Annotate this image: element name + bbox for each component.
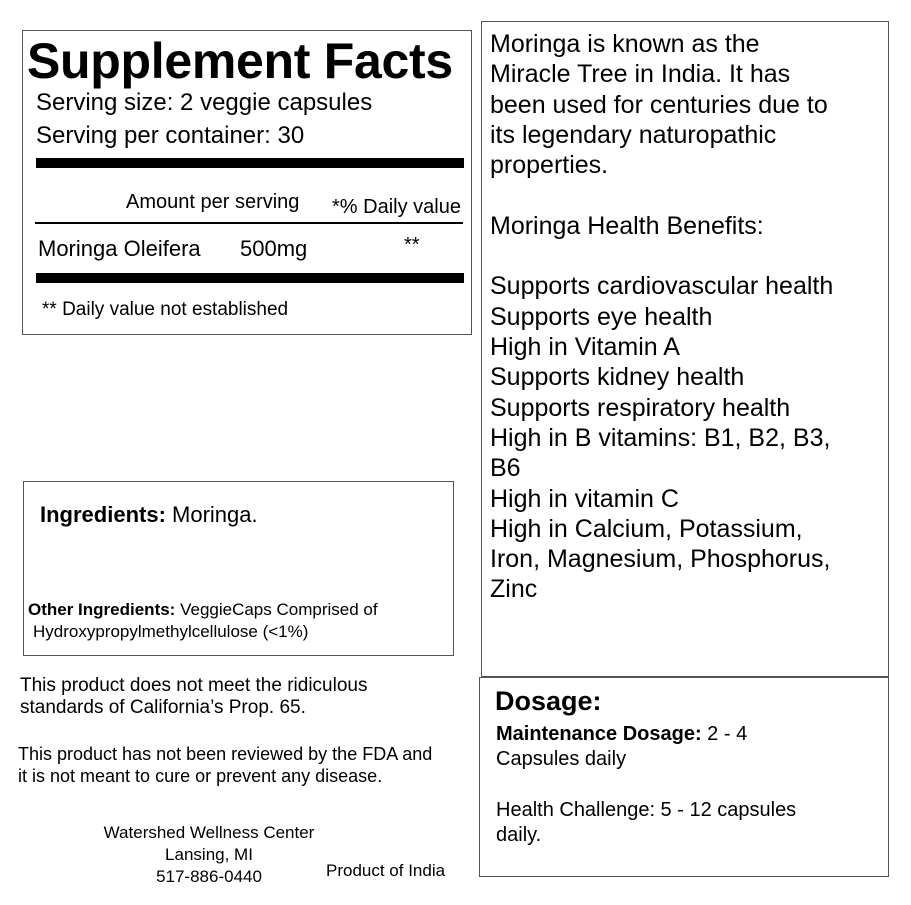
maintenance-dosage: [496, 722, 747, 772]
ingredient-amount: 500mg: [240, 236, 308, 261]
ingredients-label: Ingredients:: [40, 502, 166, 527]
other-ingredients-label: Other Ingredients:: [28, 600, 176, 619]
challenge-line-1: Health Challenge: 5 - 12 capsules: [496, 799, 797, 821]
fda-disclaimer: [18, 743, 432, 787]
ingredients-line: [40, 502, 258, 528]
divider-thick: [36, 158, 464, 168]
description-line: Moringa Health Benefits:: [490, 211, 764, 240]
maintenance-value-2: Capsules daily: [496, 748, 627, 770]
amount-header: Amount per serving: [126, 191, 300, 213]
serving-size: Serving size: 2 veggie capsules: [36, 89, 373, 116]
divider-thin: [35, 222, 463, 224]
description-line: High in B vitamins: B1, B2, B3,: [490, 423, 831, 452]
description-line: its legendary naturopathic: [490, 120, 777, 149]
prop65-line-1: This product does not meet the ridiculous: [20, 675, 368, 696]
ingredient-daily-value: **: [404, 234, 420, 256]
other-ingredients-line: [28, 600, 378, 620]
company-info: [88, 822, 330, 888]
description-line: High in Vitamin A: [490, 333, 680, 361]
ingredients-value: Moringa.: [165, 502, 258, 527]
daily-value-header: *% Daily value: [332, 196, 461, 218]
daily-value-footnote: ** Daily value not established: [42, 299, 289, 320]
ingredient-name: Moringa Oleifera: [38, 236, 201, 261]
dosage-title: Dosage:: [495, 686, 602, 716]
description-line: Supports kidney health: [490, 363, 745, 392]
other-ingredients-value-2: Hydroxypropylmethylcellulose (<1%): [33, 622, 309, 641]
other-ingredients-value: VeggieCaps Comprised of: [175, 600, 378, 619]
description-line: been used for centuries due to: [490, 90, 828, 119]
description-line: High in Calcium, Potassium,: [490, 514, 803, 543]
company-city: Lansing, MI: [165, 845, 253, 864]
description-line: Moringa is known as the: [490, 30, 760, 58]
company-phone: 517-886-0440: [156, 867, 262, 886]
prop65-disclaimer: [20, 675, 367, 719]
challenge-line-2: daily.: [496, 824, 542, 846]
supplement-facts-title: Supplement Facts: [27, 33, 453, 89]
maintenance-label: Maintenance Dosage:: [496, 723, 702, 745]
description-line: Miracle Tree in India. It has: [490, 60, 791, 89]
divider-thick: [36, 273, 464, 283]
health-challenge-dosage: [496, 798, 796, 848]
description-line: Supports eye health: [490, 302, 713, 331]
product-origin: Product of India: [326, 861, 446, 880]
description-line: Supports respiratory health: [490, 393, 791, 422]
company-name: Watershed Wellness Center: [103, 823, 315, 842]
description-line: Supports cardiovascular health: [490, 272, 834, 301]
fda-line-2: it is not meant to cure or prevent any disease.: [18, 766, 383, 786]
description-line: Zinc: [490, 575, 538, 604]
prop65-line-2: standards of California’s Prop. 65.: [20, 697, 306, 718]
description-line: properties.: [490, 151, 609, 180]
fda-line-1: This product has not been reviewed by the FDA and: [18, 744, 433, 764]
description-line: High in vitamin C: [490, 484, 679, 513]
description-line: Iron, Magnesium, Phosphorus,: [490, 545, 831, 574]
servings-per-container: Serving per container: 30: [36, 122, 305, 149]
maintenance-value: 2 - 4: [701, 723, 748, 745]
description-line: B6: [490, 454, 521, 483]
